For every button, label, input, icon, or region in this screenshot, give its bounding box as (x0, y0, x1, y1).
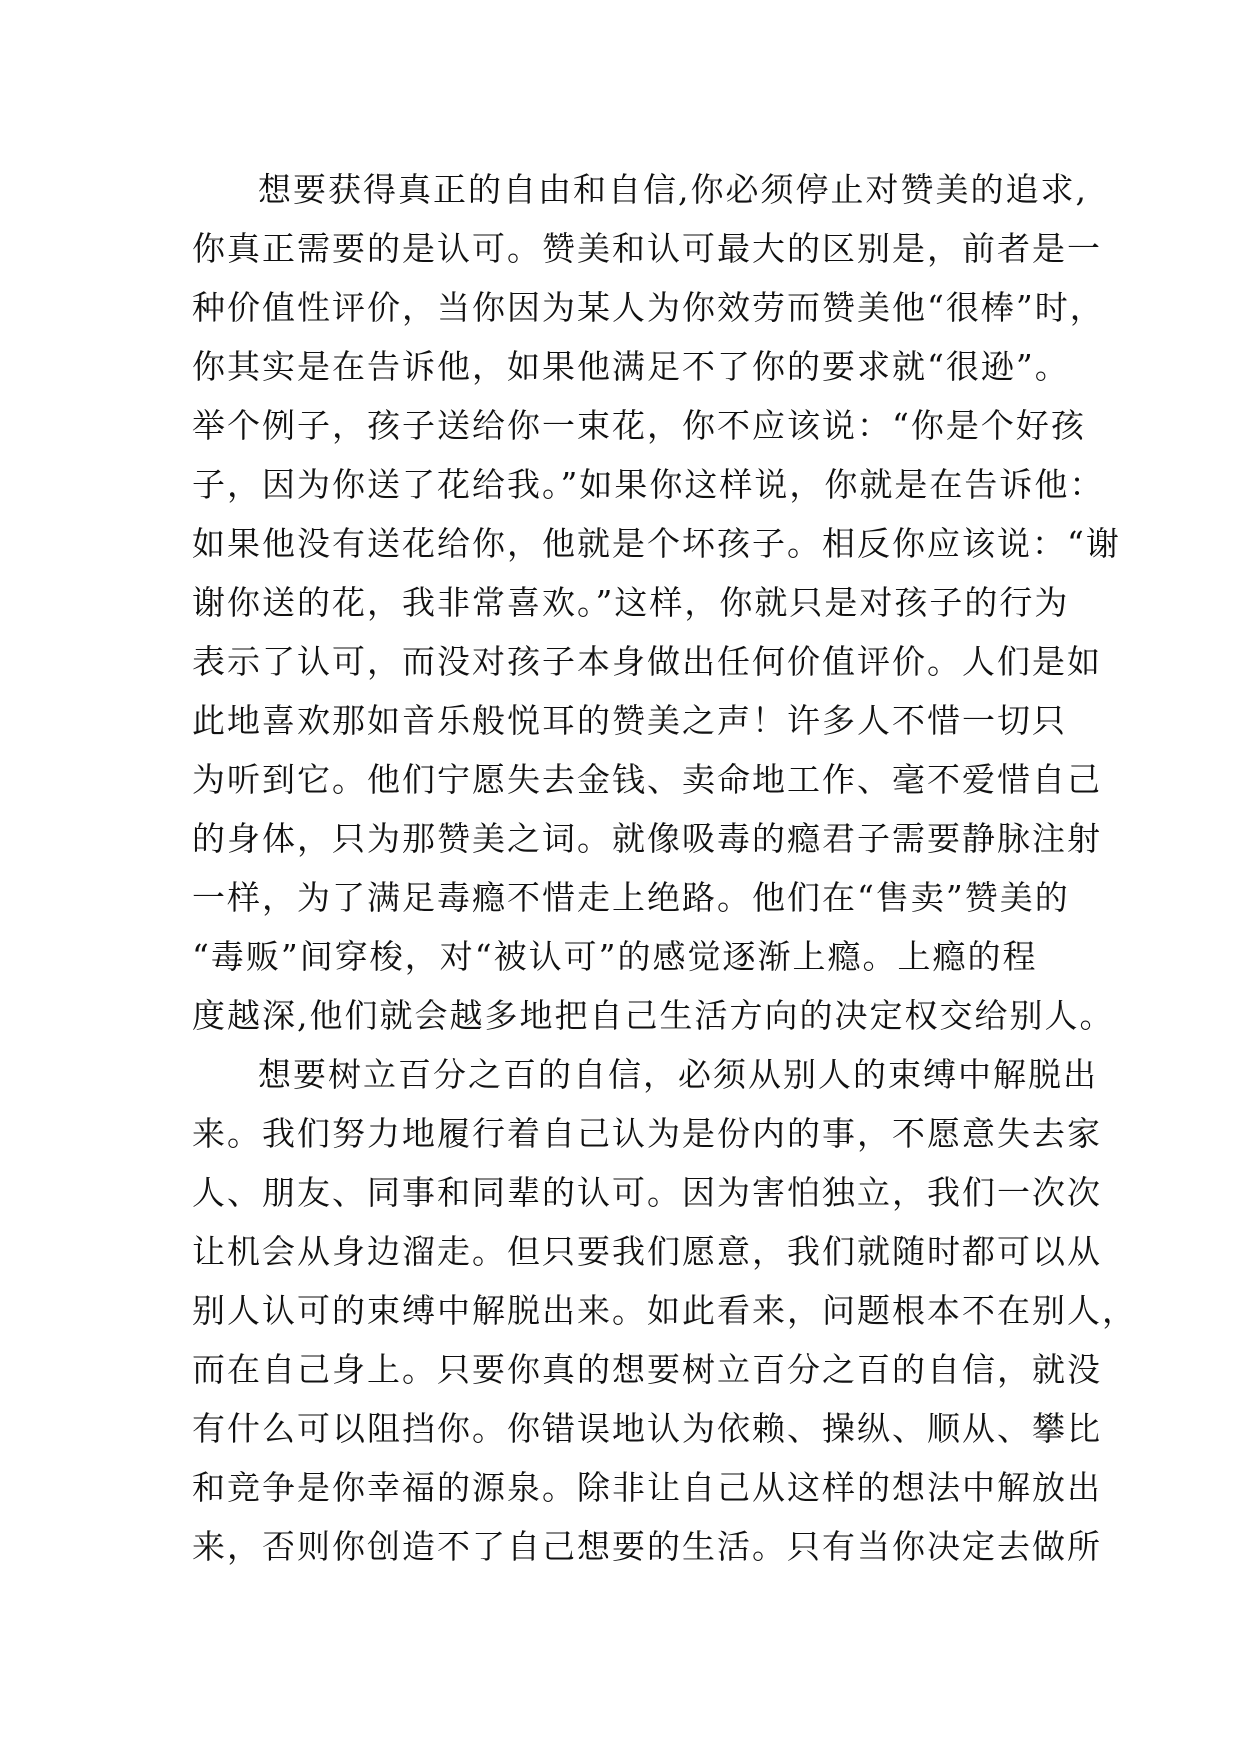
paragraph-1 (192, 160, 1121, 1045)
text-line: 你真正需要的是认可。赞美和认可最大的区别是，前者是一 (192, 229, 1102, 268)
text-line: 如果他没有送花给你，他就是个坏孩子。相反你应该说：“谢 (192, 524, 1121, 563)
text-line: 你其实是在告诉他，如果他满足不了你的要求就“很逊”。 (192, 347, 1070, 386)
text-line: 表示了认可，而没对孩子本身做出任何价值评价。人们是如 (192, 642, 1102, 681)
text-line: 度越深,他们就会越多地把自己生活方向的决定权交给别人。 (192, 996, 1115, 1035)
text-line: 想要树立百分之百的自信，必须从别人的束缚中解脱出 (258, 1055, 1098, 1094)
body-text (192, 160, 1137, 1576)
text-line: 子，因为你送了花给我。”如果你这样说，你就是在告诉他： (192, 465, 1105, 504)
text-line: “毒贩”间穿梭，对“被认可”的感觉逐渐上瘾。上瘾的程 (192, 937, 1038, 976)
text-line: 让机会从身边溜走。但只要我们愿意，我们就随时都可以从 (192, 1232, 1102, 1271)
text-line: 为听到它。他们宁愿失去金钱、卖命地工作、毫不爱惜自己 (192, 760, 1102, 799)
text-line: 和竞争是你幸福的源泉。除非让自己从这样的想法中解放出 (192, 1468, 1102, 1507)
text-line: 谢你送的花，我非常喜欢。”这样，你就只是对孩子的行为 (192, 583, 1070, 622)
text-line: 别人认可的束缚中解脱出来。如此看来，问题根本不在别人， (192, 1291, 1137, 1330)
text-line: 举个例子，孩子送给你一束花，你不应该说：“你是个好孩 (192, 406, 1086, 445)
text-line: 种价值性评价，当你因为某人为你效劳而赞美他“很棒”时， (192, 288, 1105, 327)
paragraph-2 (192, 1045, 1137, 1576)
text-line: 想要获得真正的自由和自信,你必须停止对赞美的追求, (258, 170, 1088, 209)
text-line: 有什么可以阻挡你。你错误地认为依赖、操纵、顺从、攀比 (192, 1409, 1102, 1448)
text-line: 此地喜欢那如音乐般悦耳的赞美之声！许多人不惜一切只 (192, 701, 1067, 740)
text-line: 而在自己身上。只要你真的想要树立百分之百的自信，就没 (192, 1350, 1102, 1389)
text-line: 的身体，只为那赞美之词。就像吸毒的瘾君子需要静脉注射 (192, 819, 1102, 858)
text-line: 来。我们努力地履行着自己认为是份内的事，不愿意失去家 (192, 1114, 1102, 1153)
text-line: 来，否则你创造不了自己想要的生活。只有当你决定去做所 (192, 1527, 1102, 1566)
text-line: 一样，为了满足毒瘾不惜走上绝路。他们在“售卖”赞美的 (192, 878, 1070, 917)
text-line: 人、朋友、同事和同辈的认可。因为害怕独立，我们一次次 (192, 1173, 1102, 1212)
